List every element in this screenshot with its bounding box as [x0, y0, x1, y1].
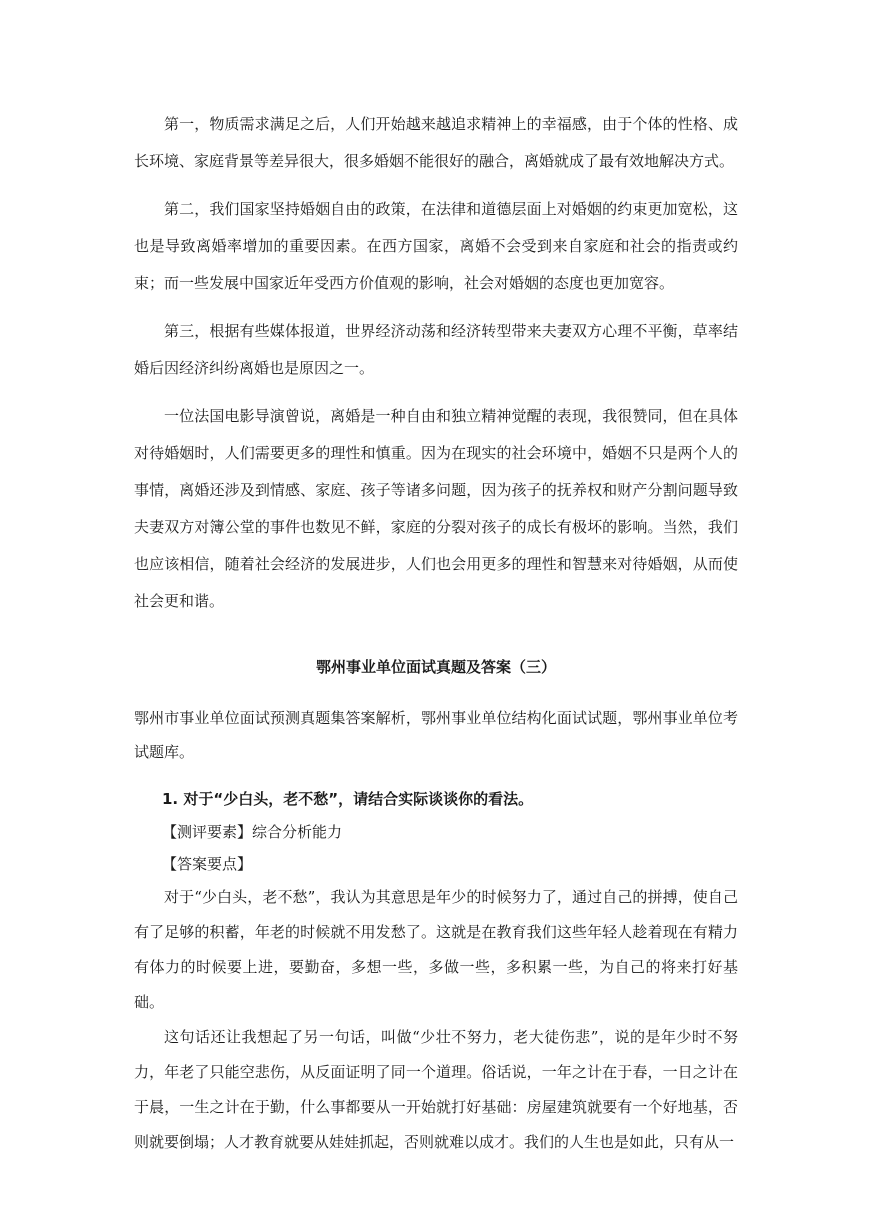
- answer-paragraph-2: 这句话还让我想起了另一句话，叫做“少壮不努力，老大徒伤悲”，说的是年少时不努力，年老了只能空悲伤，从反面证明了同一个道理。俗话说，一年之计在于春，一日之计在于晨，一生之计在于勤，什么事都要从一开始就打好基础：房屋建筑就要有一个好地基，否则就要倒塌；人才教育就要从娃娃抓起，否则就难以成才。我们的人生也是如此，只有从一: [134, 1028, 738, 1151]
- section-intro: 鄂州市事业单位面试预测真题集答案解析，鄂州事业单位结构化面试试题，鄂州事业单位考试题库。: [134, 709, 738, 761]
- answer-paragraph-1: 对于“少白头，老不愁”，我认为其意思是年少的时候努力了，通过自己的拼搏，使自己有了足够的积蓄，年老的时候就不用发愁了。这就是在教育我们这些年轻人趁着现在有精力有体力的时候要上进，要勤奋，多想一些，多做一些，多积累一些，为自己的将来打好基础。: [134, 888, 738, 1011]
- section-title: 鄂州事业单位面试真题及答案（三）: [315, 658, 556, 676]
- paragraph-second: 第二，我们国家坚持婚姻自由的政策，在法律和道德层面上对婚姻的约束更加宽松，这也是导致离婚率增加的重要因素。在西方国家，离婚不会受到来自家庭和社会的指责或约束；而一些发展中国家近年受西方价值观的影响，社会对婚姻的态度也更加宽容。: [134, 200, 738, 292]
- answer-tag: 【答案要点】: [162, 855, 253, 873]
- paragraph-first: 第一，物质需求满足之后，人们开始越来越追求精神上的幸福感，由于个体的性格、成长环境、家庭背景等差异很大，很多婚姻不能很好的融合，离婚就成了最有效地解决方式。: [134, 115, 738, 170]
- question-1: 1. 对于“少白头，老不愁”，请结合实际谈谈你的看法。: [162, 790, 534, 808]
- document-page: [134, 106, 738, 1160]
- paragraph-third: 第三，根据有些媒体报道，世界经济动荡和经济转型带来夫妻双方心理不平衡，草率结婚后因经济纠纷离婚也是原因之一。: [134, 322, 738, 377]
- paragraph-conclusion: 一位法国电影导演曾说，离婚是一种自由和独立精神觉醒的表现，我很赞同，但在具体对待婚姻时，人们需要更多的理性和慎重。因为在现实的社会环境中，婚姻不只是两个人的事情，离婚还涉及到情感、家庭、孩子等诸多问题，因为孩子的抚养权和财产分割问题导致夫妻双方对簿公堂的事件也数见不鲜，家庭的分裂对孩子的成长有极坏的影响。当然，我们也应该相信，随着社会经济的发展进步，人们也会用更多的理性和智慧来对待婚姻，从而使社会更和谐。: [134, 407, 738, 610]
- eval-tag: 【测评要素】综合分析能力: [162, 823, 343, 841]
